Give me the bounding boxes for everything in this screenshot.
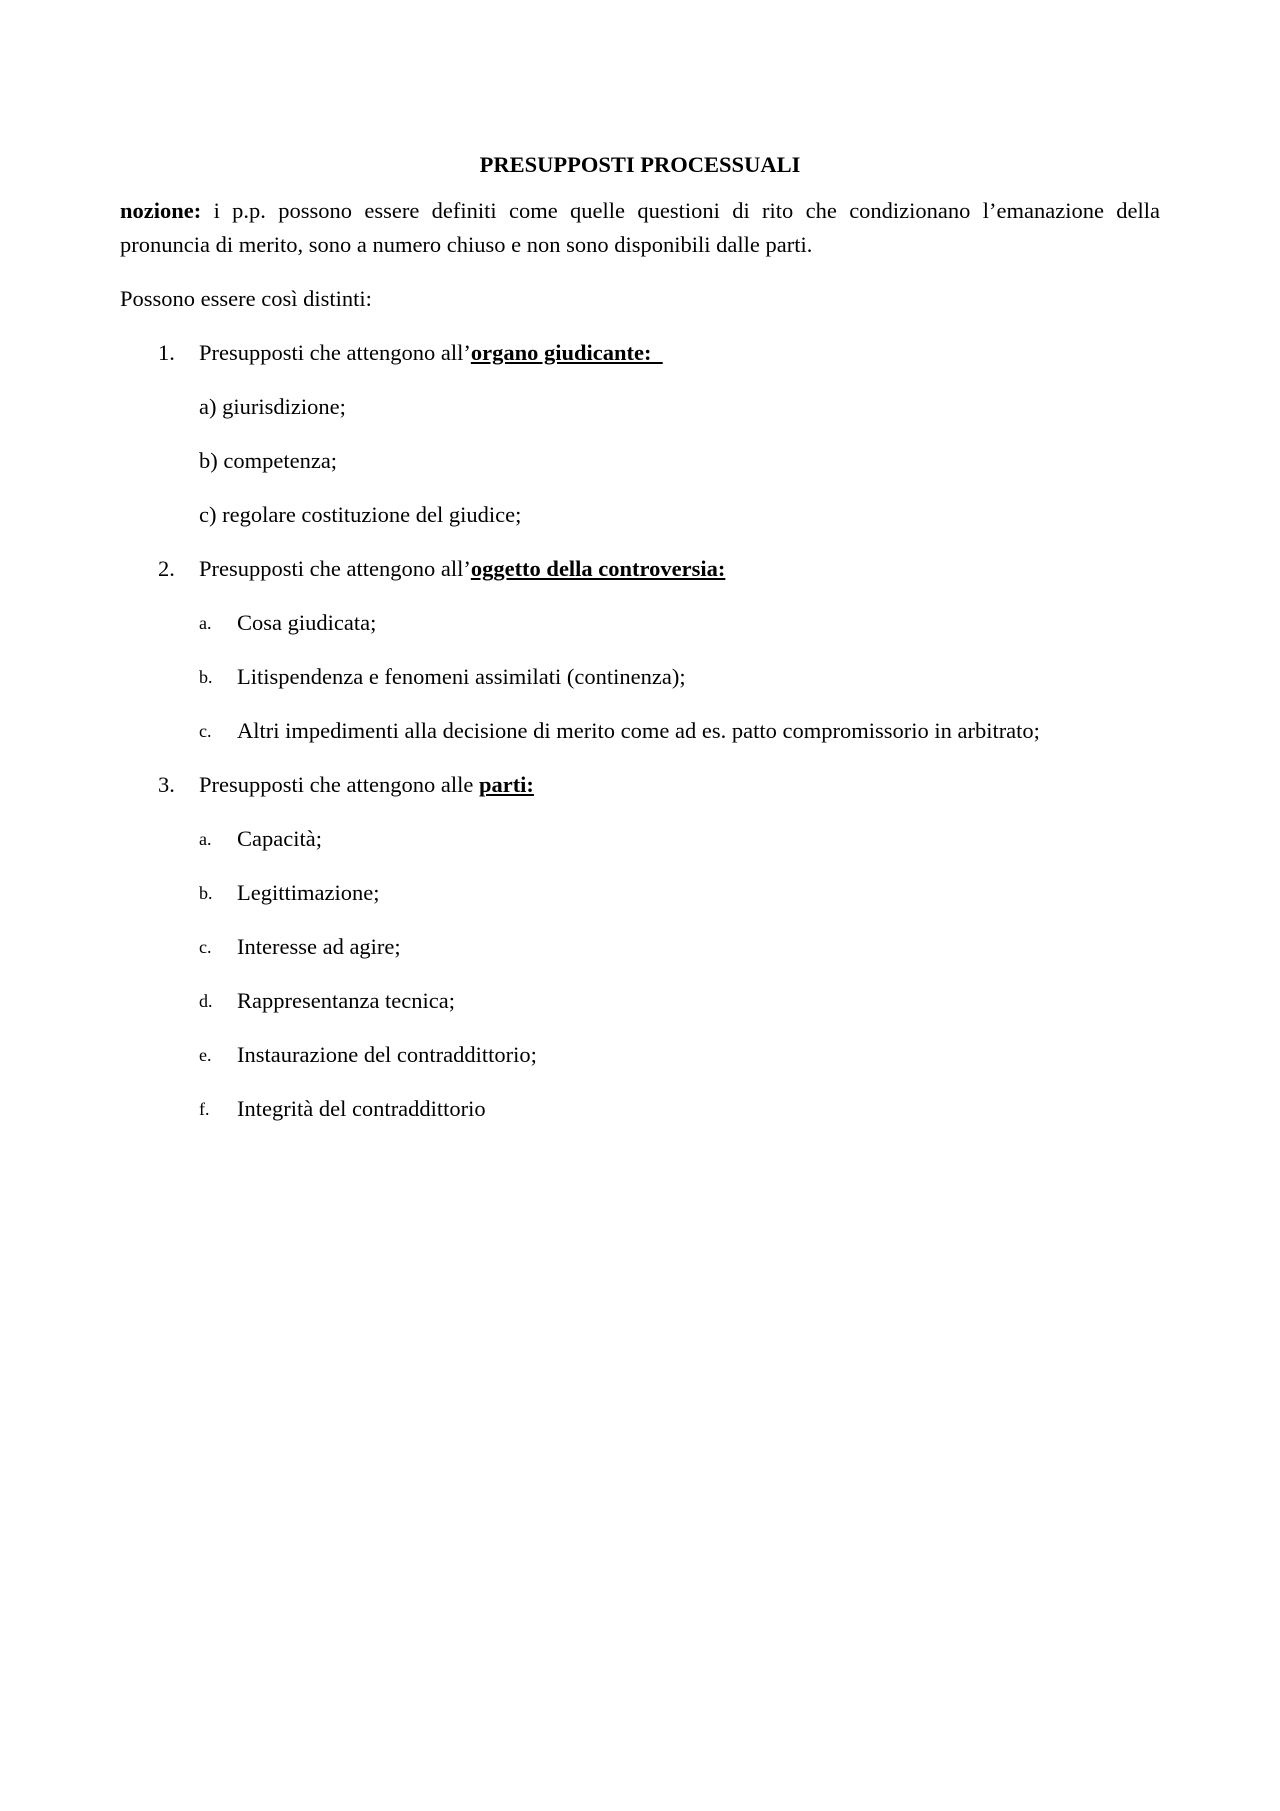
list-item [120,606,1160,640]
list-letter: b. [199,883,213,903]
list-item-text: Legittimazione; [237,880,380,905]
intro-label: nozione: [120,198,202,223]
section-emphasis: organo giudicante: [470,340,663,365]
section-emphasis: oggetto della controversia: [470,556,726,581]
section-heading-2 [120,552,1160,586]
list-letter: e. [199,1045,212,1065]
list-item [120,1092,1160,1126]
document-title: PRESUPPOSTI PROCESSUALI [479,152,801,177]
list-item [120,930,1160,964]
section-number: 2. [158,556,175,581]
list-item: c) regolare costituzione del giudice; [199,502,522,527]
list-item-text: Litispendenza e fenomeni assimilati (continenza); [237,664,686,689]
section-prefix: Presupposti che attengono all’ [199,340,471,365]
list-item-text: Altri impedimenti alla decisione di merito come ad es. patto compromissorio in arbitrato; [237,718,1040,743]
list-item [120,714,1160,748]
section-prefix: Presupposti che attengono alle [199,772,479,797]
list-letter: a. [199,829,212,849]
list-letter: f. [199,1099,210,1119]
intro-paragraph [120,194,1160,262]
intro-text: i p.p. possono essere definiti come quelle questioni di rito che condizionano l’emanazione della pronuncia di merito, sono a numero chiuso e non sono disponibili dalle parti. [120,198,1160,257]
list-letter: c. [199,721,212,741]
list-item [120,984,1160,1018]
list-item-text: Cosa giudicata; [237,610,377,635]
list-item-text: Interesse ad agire; [237,934,401,959]
section-emphasis: parti: [478,772,534,797]
section-number: 1. [158,340,175,365]
list-item-text: Rappresentanza tecnica; [237,988,456,1013]
list-item: b) competenza; [199,448,338,473]
list-item [120,1038,1160,1072]
list-item: a) giurisdizione; [199,394,346,419]
list-item [120,660,1160,694]
list-item [120,822,1160,856]
section-number: 3. [158,772,175,797]
document-page [120,148,1160,1146]
list-letter: b. [199,667,213,687]
list-item [120,876,1160,910]
lead-paragraph: Possono essere così distinti: [120,286,372,311]
list-letter: c. [199,937,212,957]
list-item-text: Integrità del contraddittorio [237,1096,486,1121]
list-letter: d. [199,991,213,1011]
list-item-text: Capacità; [237,826,322,851]
list-letter: a. [199,613,212,633]
list-item-text: Instaurazione del contraddittorio; [237,1042,537,1067]
section-prefix: Presupposti che attengono all’ [199,556,471,581]
section-heading-3 [120,768,1160,802]
section-heading-1 [120,336,1160,370]
